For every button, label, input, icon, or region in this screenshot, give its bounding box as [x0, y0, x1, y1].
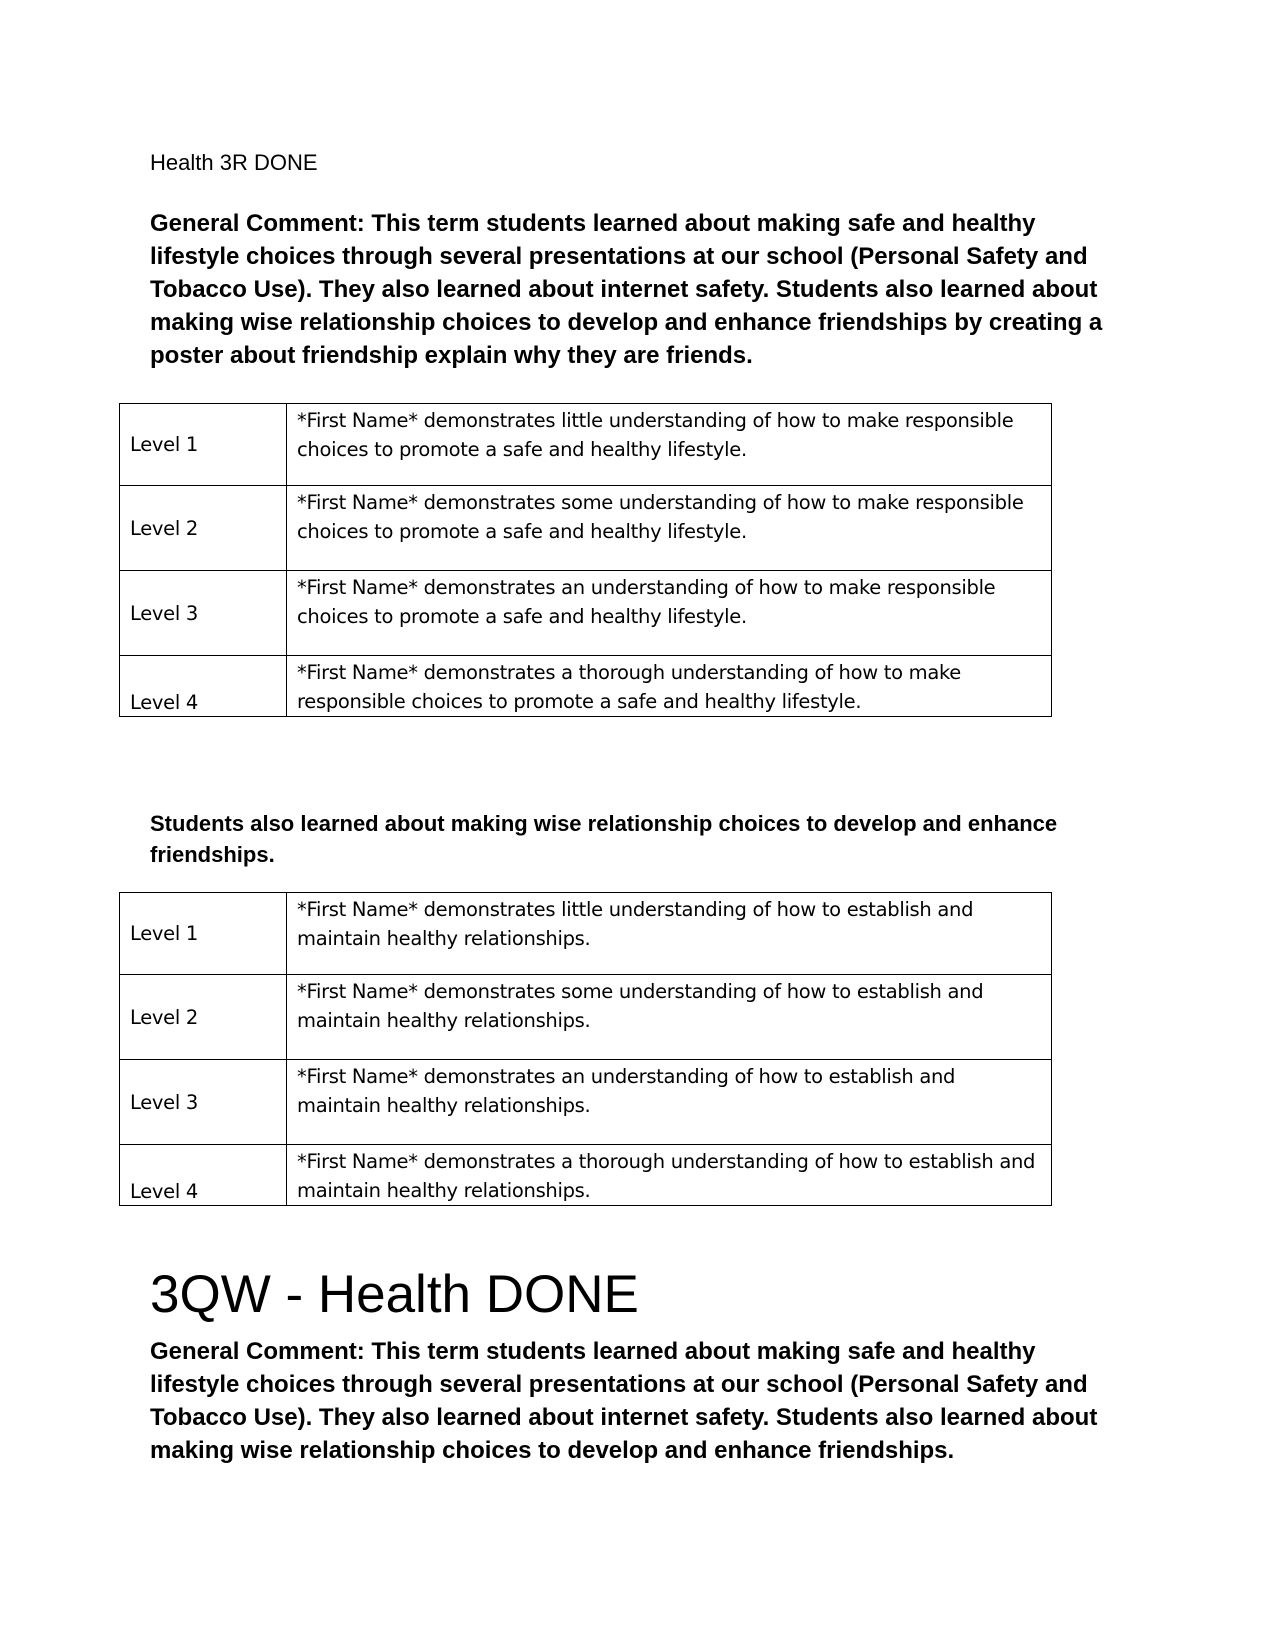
- level-label: Level 1: [120, 893, 287, 975]
- section-title-health-3r: Health 3R DONE: [150, 150, 318, 175]
- level-description: *First Name* demonstrates little understanding of how to make responsible choices to promote a safe and healthy lifestyle.: [287, 404, 1052, 486]
- level-label: Level 2: [120, 486, 287, 571]
- general-comment-3r: General Comment: This term students learned about making safe and healthy lifestyle choices through several presentations at our school (Personal Safety and Tobacco Use). They also learned about internet safety. Students also learned about making wise relationship choices to develop and enhance friendships by creating a poster about friendship explain why they are friends.: [150, 210, 1103, 369]
- lifestyle-levels-table: [119, 403, 1052, 717]
- level-description: *First Name* demonstrates an understanding of how to establish and maintain healthy relationships.: [287, 1060, 1052, 1145]
- section-title-3qw-health: 3QW - Health DONE: [150, 1265, 639, 1324]
- general-comment-3qw: General Comment: This term students learned about making safe and healthy lifestyle choices through several presentations at our school (Personal Safety and Tobacco Use). They also learned about internet safety. Students also learned about making wise relationship choices to develop and enhance friendships.: [150, 1338, 1098, 1464]
- level-description: *First Name* demonstrates a thorough understanding of how to establish and maintain healthy relationships.: [287, 1145, 1052, 1206]
- level-label: Level 4: [120, 656, 287, 717]
- level-description: *First Name* demonstrates little understanding of how to establish and maintain healthy relationships.: [287, 893, 1052, 975]
- table-row: [120, 404, 1052, 486]
- level-description: *First Name* demonstrates an understanding of how to make responsible choices to promote a safe and healthy lifestyle.: [287, 571, 1052, 656]
- level-label: Level 1: [120, 404, 287, 486]
- level-label: Level 3: [120, 571, 287, 656]
- table-row: [120, 1060, 1052, 1145]
- table-row: [120, 975, 1052, 1060]
- table-row: [120, 571, 1052, 656]
- relationships-levels-table: [119, 892, 1052, 1206]
- level-description: *First Name* demonstrates some understanding of how to make responsible choices to promote a safe and healthy lifestyle.: [287, 486, 1052, 571]
- level-label: Level 3: [120, 1060, 287, 1145]
- level-label: Level 2: [120, 975, 287, 1060]
- level-label: Level 4: [120, 1145, 287, 1206]
- level-description: *First Name* demonstrates some understanding of how to establish and maintain healthy relationships.: [287, 975, 1052, 1060]
- table-row: [120, 893, 1052, 975]
- level-description: *First Name* demonstrates a thorough understanding of how to make responsible choices to promote a safe and healthy lifestyle.: [287, 656, 1052, 717]
- table-row: [120, 1145, 1052, 1206]
- table-row: [120, 486, 1052, 571]
- relationships-heading: Students also learned about making wise relationship choices to develop and enhance friendships.: [150, 811, 1058, 867]
- table-row: [120, 656, 1052, 717]
